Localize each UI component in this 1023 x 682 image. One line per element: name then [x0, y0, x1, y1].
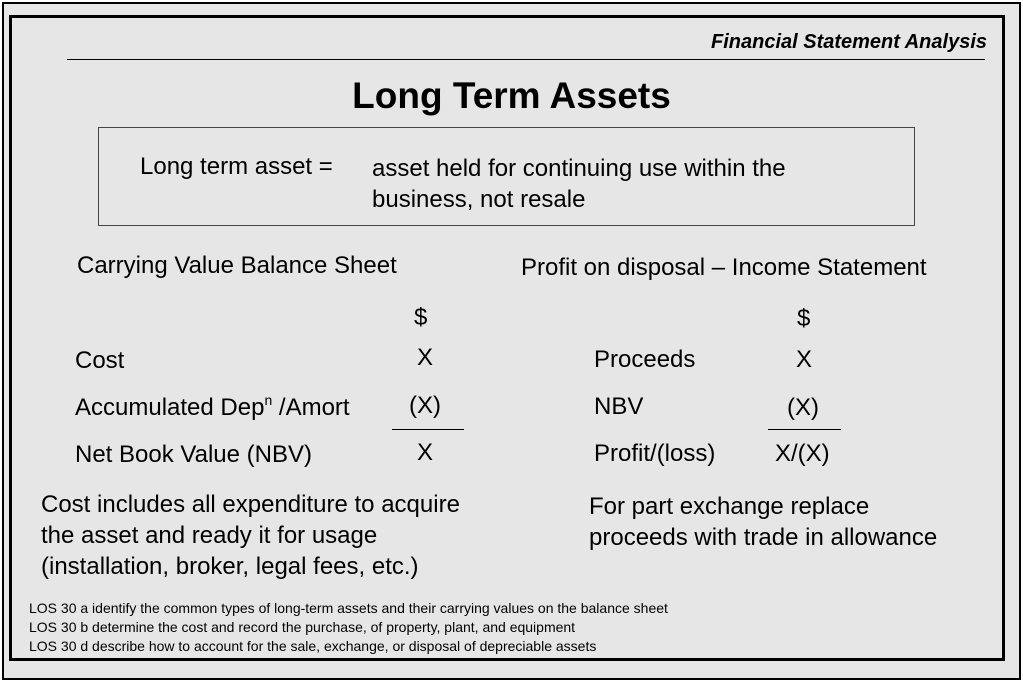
balance-sheet-heading: Carrying Value Balance Sheet	[77, 252, 397, 279]
balance-sheet-currency: $	[414, 304, 428, 331]
header-rule	[67, 59, 985, 60]
income-statement-heading: Profit on disposal – Income Statement	[521, 254, 927, 281]
income-statement-note-line: proceeds with trade in allowance	[589, 524, 938, 551]
income-statement-note	[589, 491, 937, 553]
los-item: LOS 30 b determine the cost and record the purchase, of property, plant, and equipment	[29, 619, 576, 635]
balance-sheet-row-value: X	[417, 344, 434, 371]
page-title: Long Term Assets	[352, 75, 671, 116]
definition-text-line-2: business, not resale	[372, 186, 586, 213]
balance-sheet-total-rule	[392, 429, 464, 430]
accumulated-dep-label-main: Accumulated Dep	[75, 394, 265, 421]
income-statement-note-line: For part exchange replace	[589, 493, 870, 520]
los-item: LOS 30 d describe how to account for the sale, exchange, or disposal of depreciable assets	[29, 638, 597, 654]
income-statement-currency: $	[797, 305, 811, 332]
balance-sheet-row-label: Net Book Value (NBV)	[75, 441, 312, 468]
accumulated-dep-label-superscript: n	[264, 392, 273, 408]
definition-text	[372, 153, 852, 215]
income-statement-row-value: X	[796, 346, 813, 373]
income-statement-total-rule	[768, 429, 841, 430]
income-statement-row-value: (X)	[787, 394, 819, 421]
income-statement-row-value: X/(X)	[775, 440, 830, 467]
balance-sheet-row-value: X	[417, 439, 434, 466]
income-statement-row-label: Proceeds	[594, 346, 696, 373]
los-item: LOS 30 a identify the common types of long-term assets and their carrying values on the balance sheet	[29, 600, 668, 616]
balance-sheet-row-label	[75, 394, 350, 422]
balance-sheet-row-value: (X)	[409, 392, 441, 419]
balance-sheet-note-line: Cost includes all expenditure to acquire	[41, 491, 460, 518]
balance-sheet-note	[41, 489, 460, 582]
balance-sheet-note-line: the asset and ready it for usage	[41, 522, 378, 549]
income-statement-row-label: Profit/(loss)	[594, 440, 716, 467]
definition-text-line-1: asset held for continuing use within the	[372, 155, 786, 182]
definition-term: Long term asset =	[140, 153, 333, 180]
balance-sheet-row-label: Cost	[75, 347, 125, 374]
income-statement-row-label: NBV	[594, 393, 644, 420]
header-subject: Financial Statement Analysis	[710, 31, 987, 53]
accumulated-dep-label-tail: /Amort	[272, 394, 350, 421]
balance-sheet-note-line: (installation, broker, legal fees, etc.)	[41, 553, 419, 580]
